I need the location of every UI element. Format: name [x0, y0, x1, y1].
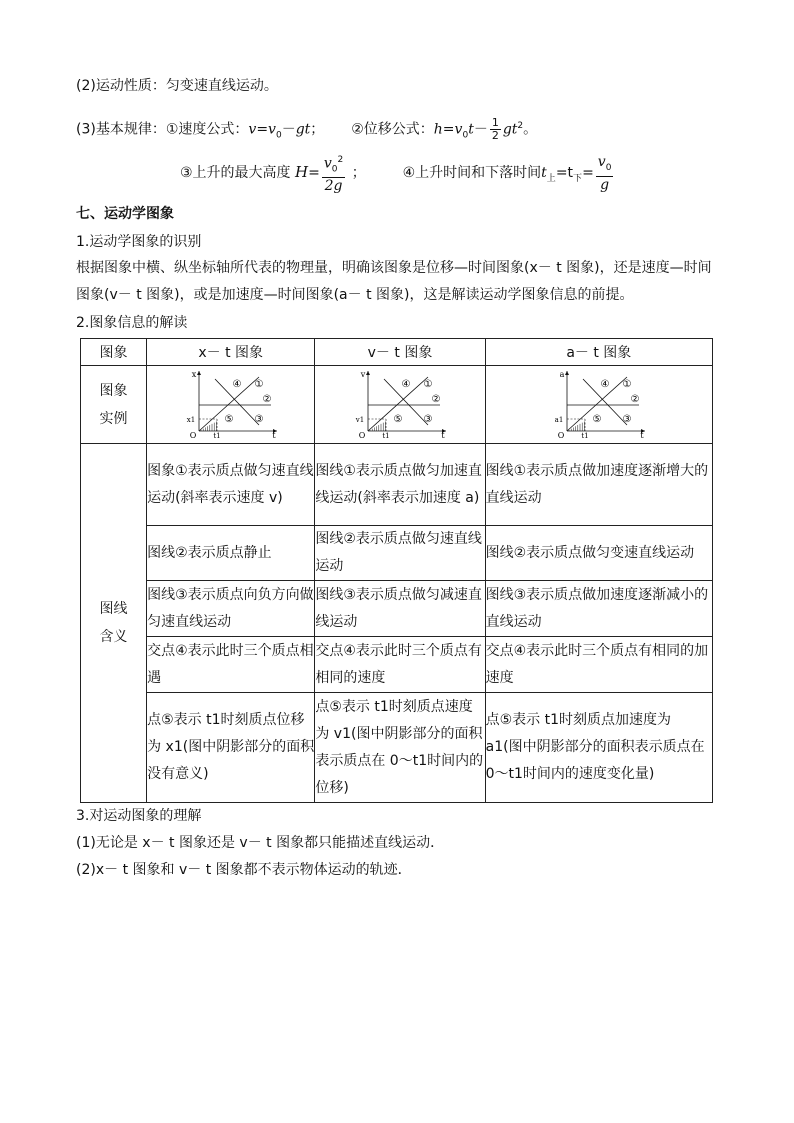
circle-label-4: ④	[232, 378, 242, 390]
circle-label-2: ②	[431, 393, 441, 405]
time-fraction: $\frac{v_0}{g}$	[597, 153, 612, 193]
paragraph-1-line-2: 图象(v－ t 图象)，或是加速度—时间图象(a－ t 图象)，这是解读运动学图象信息的前提。	[76, 287, 634, 303]
header-cell: v－ t 图象	[315, 339, 485, 366]
circle-label-3: ③	[423, 413, 433, 425]
example-graph	[549, 367, 649, 439]
origin-label: O	[358, 430, 366, 439]
table-cell: 图线②表示质点做匀速直线运动	[315, 526, 485, 581]
table-cell: 图线①表示质点做匀加速直线运动(斜率表示加速度 a)	[315, 444, 485, 526]
y-axis-label: a	[559, 369, 565, 379]
t-mark-label: t1	[213, 431, 221, 439]
point-1: (1)无论是 x－ t 图象还是 v－ t 图象都只能描述直线运动．	[76, 835, 445, 851]
section-heading-7: 七、运动学图象	[76, 206, 174, 222]
max-height-fraction: $\frac{v_0^2}{2g}$	[322, 152, 345, 194]
meaning-label: 图线 含义	[81, 444, 147, 803]
y-mark-label: x1	[186, 415, 195, 424]
table-cell: 点⑤表示 t1时刻质点位移为 x1(图中阴影部分的面积没有意义)	[147, 693, 315, 803]
circle-label-5: ⑤	[592, 413, 602, 425]
circle-label-3: ③	[254, 413, 264, 425]
t-mark-label: t1	[382, 431, 390, 439]
circle-label-5: ⑤	[393, 413, 403, 425]
table-cell: 交点④表示此时三个质点有相同的速度	[315, 637, 485, 693]
table-cell: 图线③表示质点向负方向做匀速直线运动	[147, 581, 315, 637]
circle-label-2: ②	[630, 393, 640, 405]
example-row	[81, 366, 713, 444]
meaning-row-4	[81, 637, 713, 693]
time-label: ④上升时间和下落时间	[402, 165, 542, 182]
section-3-line: (3)基本规律：①速度公式：$v=v_0-gt$； ②位移公式：$h=v_0t-$ $\frac{1}{2}$ $gt^2$。	[76, 116, 538, 143]
section-2-line	[76, 76, 278, 96]
subheading-2: 2.图象信息的解读	[76, 315, 188, 331]
table-cell: 图线②表示质点静止	[147, 526, 315, 581]
t-axis-label: t	[640, 430, 644, 439]
table-header-row	[81, 339, 713, 366]
circle-label-1: ①	[254, 378, 264, 390]
y-mark-label: v1	[355, 415, 365, 424]
formula-line-3-4: ③上升的最大高度 H= $\frac{v_0^2}{2g}$ ； ④上升时间和下落时间$t_上=t_下=$ $\frac{v_0}{g}$	[180, 153, 612, 195]
circle-label-1: ①	[622, 378, 632, 390]
table-cell: 点⑤表示 t1时刻质点速度为 v1(图中阴影部分的面积表示质点在 0～t1时间内的位移)	[315, 693, 485, 803]
half-fraction: $\frac{1}{2}$	[491, 116, 499, 143]
section-2-text: (2)运动性质：匀变速直线运动。	[76, 78, 278, 94]
paragraph-1-line-1: 根据图象中横、纵坐标轴所代表的物理量，明确该图象是位移—时间图象(x－ t 图象)，还是速度—时间	[76, 260, 712, 276]
meaning-row-2	[81, 526, 713, 581]
meaning-row-5	[81, 693, 713, 803]
y-axis-arrow	[197, 371, 201, 375]
graph-cell-v-t	[315, 366, 485, 444]
displacement-label: ②位移公式：	[351, 121, 434, 138]
table-cell: 图线②表示质点做匀变速直线运动	[485, 526, 712, 581]
t-axis-label: t	[441, 430, 445, 439]
circle-label-2: ②	[262, 393, 272, 405]
table-cell: 点⑤表示 t1时刻质点加速度为 a1(图中阴影部分的面积表示质点在 0～t1时间内的速度变化量)	[485, 693, 712, 803]
table-cell: 图线①表示质点做加速度逐渐增大的直线运动	[485, 444, 712, 526]
header-cell: 图象	[81, 339, 147, 366]
circle-label-4: ④	[600, 378, 610, 390]
circle-label-5: ⑤	[224, 413, 234, 425]
graph-cell-x-t	[147, 366, 315, 444]
table-cell: 图线③表示质点做匀减速直线运动	[315, 581, 485, 637]
header-cell: x－ t 图象	[147, 339, 315, 366]
meaning-row-1	[81, 444, 713, 526]
circle-label-3: ③	[622, 413, 632, 425]
y-axis-label: v	[360, 369, 366, 379]
graph-info-table	[80, 338, 713, 803]
meaning-row-3	[81, 581, 713, 637]
example-graph	[181, 367, 281, 439]
example-graph	[350, 367, 450, 439]
y-axis-arrow	[565, 371, 569, 375]
circle-label-1: ①	[423, 378, 433, 390]
table-cell: 图线③表示质点做加速度逐渐减小的直线运动	[485, 581, 712, 637]
point-2: (2)x－ t 图象和 v－ t 图象都不表示物体运动的轨迹．	[76, 862, 412, 878]
circle-label-4: ④	[401, 378, 411, 390]
table-cell: 交点④表示此时三个质点相遇	[147, 637, 315, 693]
table-cell: 图象①表示质点做匀速直线运动(斜率表示速度 v)	[147, 444, 315, 526]
y-mark-label: a1	[554, 415, 564, 424]
table-cell: 交点④表示此时三个质点有相同的加速度	[485, 637, 712, 693]
section-3-label: (3)基本规律：①速度公式：	[76, 121, 249, 138]
origin-label: O	[189, 430, 196, 439]
subheading-1: 1.运动学图象的识别	[76, 234, 202, 250]
origin-label: O	[557, 430, 565, 439]
y-axis-label: x	[191, 369, 196, 379]
t-mark-label: t1	[581, 431, 589, 439]
subheading-3: 3.对运动图象的理解	[76, 808, 202, 824]
example-label: 图象 实例	[81, 366, 147, 444]
max-height-label: ③上升的最大高度	[180, 165, 291, 182]
y-axis-arrow	[366, 371, 370, 375]
t-axis-label: t	[272, 430, 276, 439]
graph-cell-a-t	[485, 366, 712, 444]
header-cell: a－ t 图象	[485, 339, 712, 366]
